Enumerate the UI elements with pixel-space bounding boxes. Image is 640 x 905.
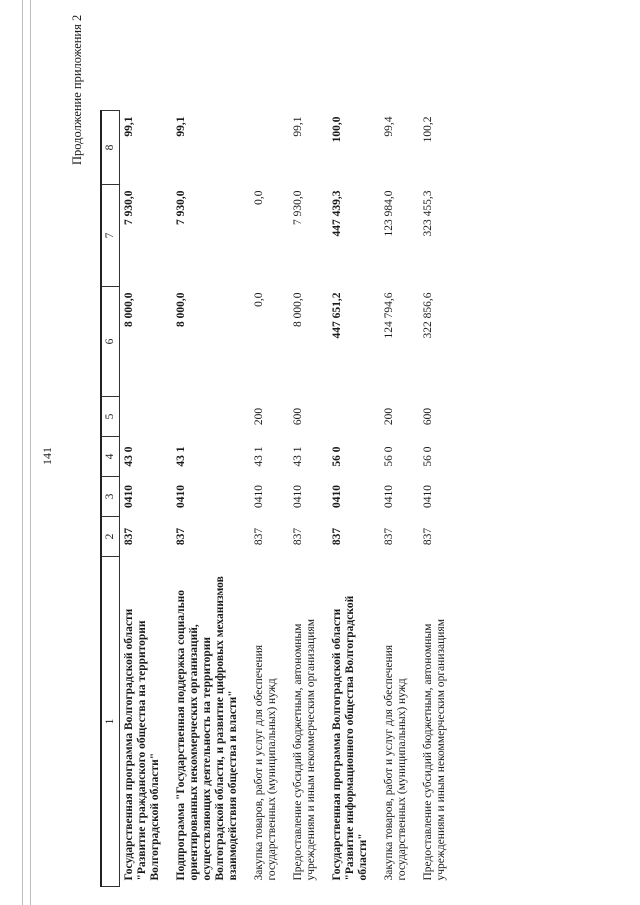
table-row (321, 111, 373, 887)
cell-col-8: 99,4 (383, 116, 395, 137)
cell-col-5 (321, 397, 373, 437)
cell-col-3: 0410 (175, 485, 187, 508)
cell-col-7: 7 930,0 (175, 190, 187, 225)
row-name: Предоставление субсидий бюджетным, автономным учреждениям и иным некоммерческим организациям (292, 619, 317, 881)
budget-table (100, 110, 451, 887)
cell-col-6: 124 794,6 (383, 292, 395, 339)
cell-col-8: 99,1 (123, 116, 135, 137)
cell-col-2: 837 (253, 527, 265, 546)
cell-col-2: 837 (383, 527, 395, 546)
cell-col-8: 99,1 (175, 116, 187, 137)
cell-col-6: 322 856,6 (422, 292, 434, 339)
cell-col-3: 0410 (123, 485, 135, 508)
cell-col-5: 200 (383, 407, 395, 426)
cell-col-6: 8 000,0 (292, 292, 304, 327)
cell-col-8: 100,2 (422, 116, 434, 143)
row-name: Подпрограмма "Государственная поддержка социально ориентированных некоммерческих организаций, осуществляющих деятельность на территории Волгоградской области, и развитие цифровых механизмов взаимодействия общества и власти" (175, 576, 239, 881)
cell-col-6: 447 651,2 (331, 292, 343, 339)
row-name: Закупка товаров, работ и услуг для обеспечения государственных (муниципальных) нужд (383, 644, 408, 881)
header-col-3: 3 (101, 477, 120, 517)
row-name: Государственная программа Волгоградской области "Развитие гражданского общества на территории Волгоградской области" (123, 608, 161, 881)
row-name: Государственная программа Волгоградской области "Развитие информационного общества Волгоградской области" (331, 595, 369, 881)
cell-col-5: 600 (422, 407, 434, 426)
cell-col-4: 43 1 (292, 446, 304, 467)
cell-col-3: 0410 (422, 485, 434, 508)
cell-col-2: 837 (422, 527, 434, 546)
cell-col-7: 447 439,3 (331, 190, 343, 237)
header-col-5: 5 (101, 397, 120, 437)
cell-col-6: 8 000,0 (175, 292, 187, 327)
cell-col-4: 43 0 (123, 446, 135, 467)
cell-col-4: 43 1 (175, 446, 187, 467)
header-col-6: 6 (101, 287, 120, 397)
cell-col-4: 56 0 (422, 446, 434, 467)
table-row (412, 111, 451, 887)
cell-col-2: 837 (331, 527, 343, 546)
cell-col-5: 600 (292, 407, 304, 426)
cell-col-7: 123 984,0 (383, 190, 395, 237)
cell-col-7: 7 930,0 (123, 190, 135, 225)
cell-col-5 (120, 397, 166, 437)
row-name: Закупка товаров, работ и услуг для обеспечения государственных (муниципальных) нужд (253, 644, 278, 881)
cell-col-4: 56 0 (331, 446, 343, 467)
top-scan-line-2 (30, 0, 31, 905)
cell-col-3: 0410 (383, 485, 395, 508)
cell-col-5: 200 (253, 407, 265, 426)
cell-col-4: 43 1 (253, 446, 265, 467)
cell-col-2: 837 (292, 527, 304, 546)
cell-col-2: 837 (175, 527, 187, 546)
cell-col-6: 0,0 (253, 292, 265, 307)
header-col-4: 4 (101, 437, 120, 477)
cell-col-7: 323 455,3 (422, 190, 434, 237)
table-row (373, 111, 412, 887)
cell-col-7: 0,0 (253, 190, 265, 205)
cell-col-3: 0410 (292, 485, 304, 508)
top-scan-line (22, 0, 23, 905)
cell-col-6: 8 000,0 (123, 292, 135, 327)
table-row (243, 111, 282, 887)
table-row (282, 111, 321, 887)
cell-col-8 (243, 111, 282, 185)
cell-col-8: 99,1 (292, 116, 304, 137)
cell-col-5 (165, 397, 243, 437)
page-number: 141 (40, 447, 54, 465)
cell-col-7: 7 930,0 (292, 190, 304, 225)
header-col-2: 2 (101, 517, 120, 557)
row-name: Предоставление субсидий бюджетным, автономным учреждениям и иным некоммерческим организациям (422, 619, 447, 881)
header-col-7: 7 (101, 185, 120, 287)
cell-col-3: 0410 (253, 485, 265, 508)
header-col-1: 1 (101, 557, 120, 887)
table-header-row (101, 111, 120, 887)
cell-col-3: 0410 (331, 485, 343, 508)
cell-col-2: 837 (123, 527, 135, 546)
appendix-caption: Продолжение приложения 2 (70, 14, 84, 165)
header-col-8: 8 (101, 111, 120, 185)
table-row (120, 111, 166, 887)
cell-col-8: 100,0 (331, 116, 343, 143)
cell-col-4: 56 0 (383, 446, 395, 467)
table-row (165, 111, 243, 887)
